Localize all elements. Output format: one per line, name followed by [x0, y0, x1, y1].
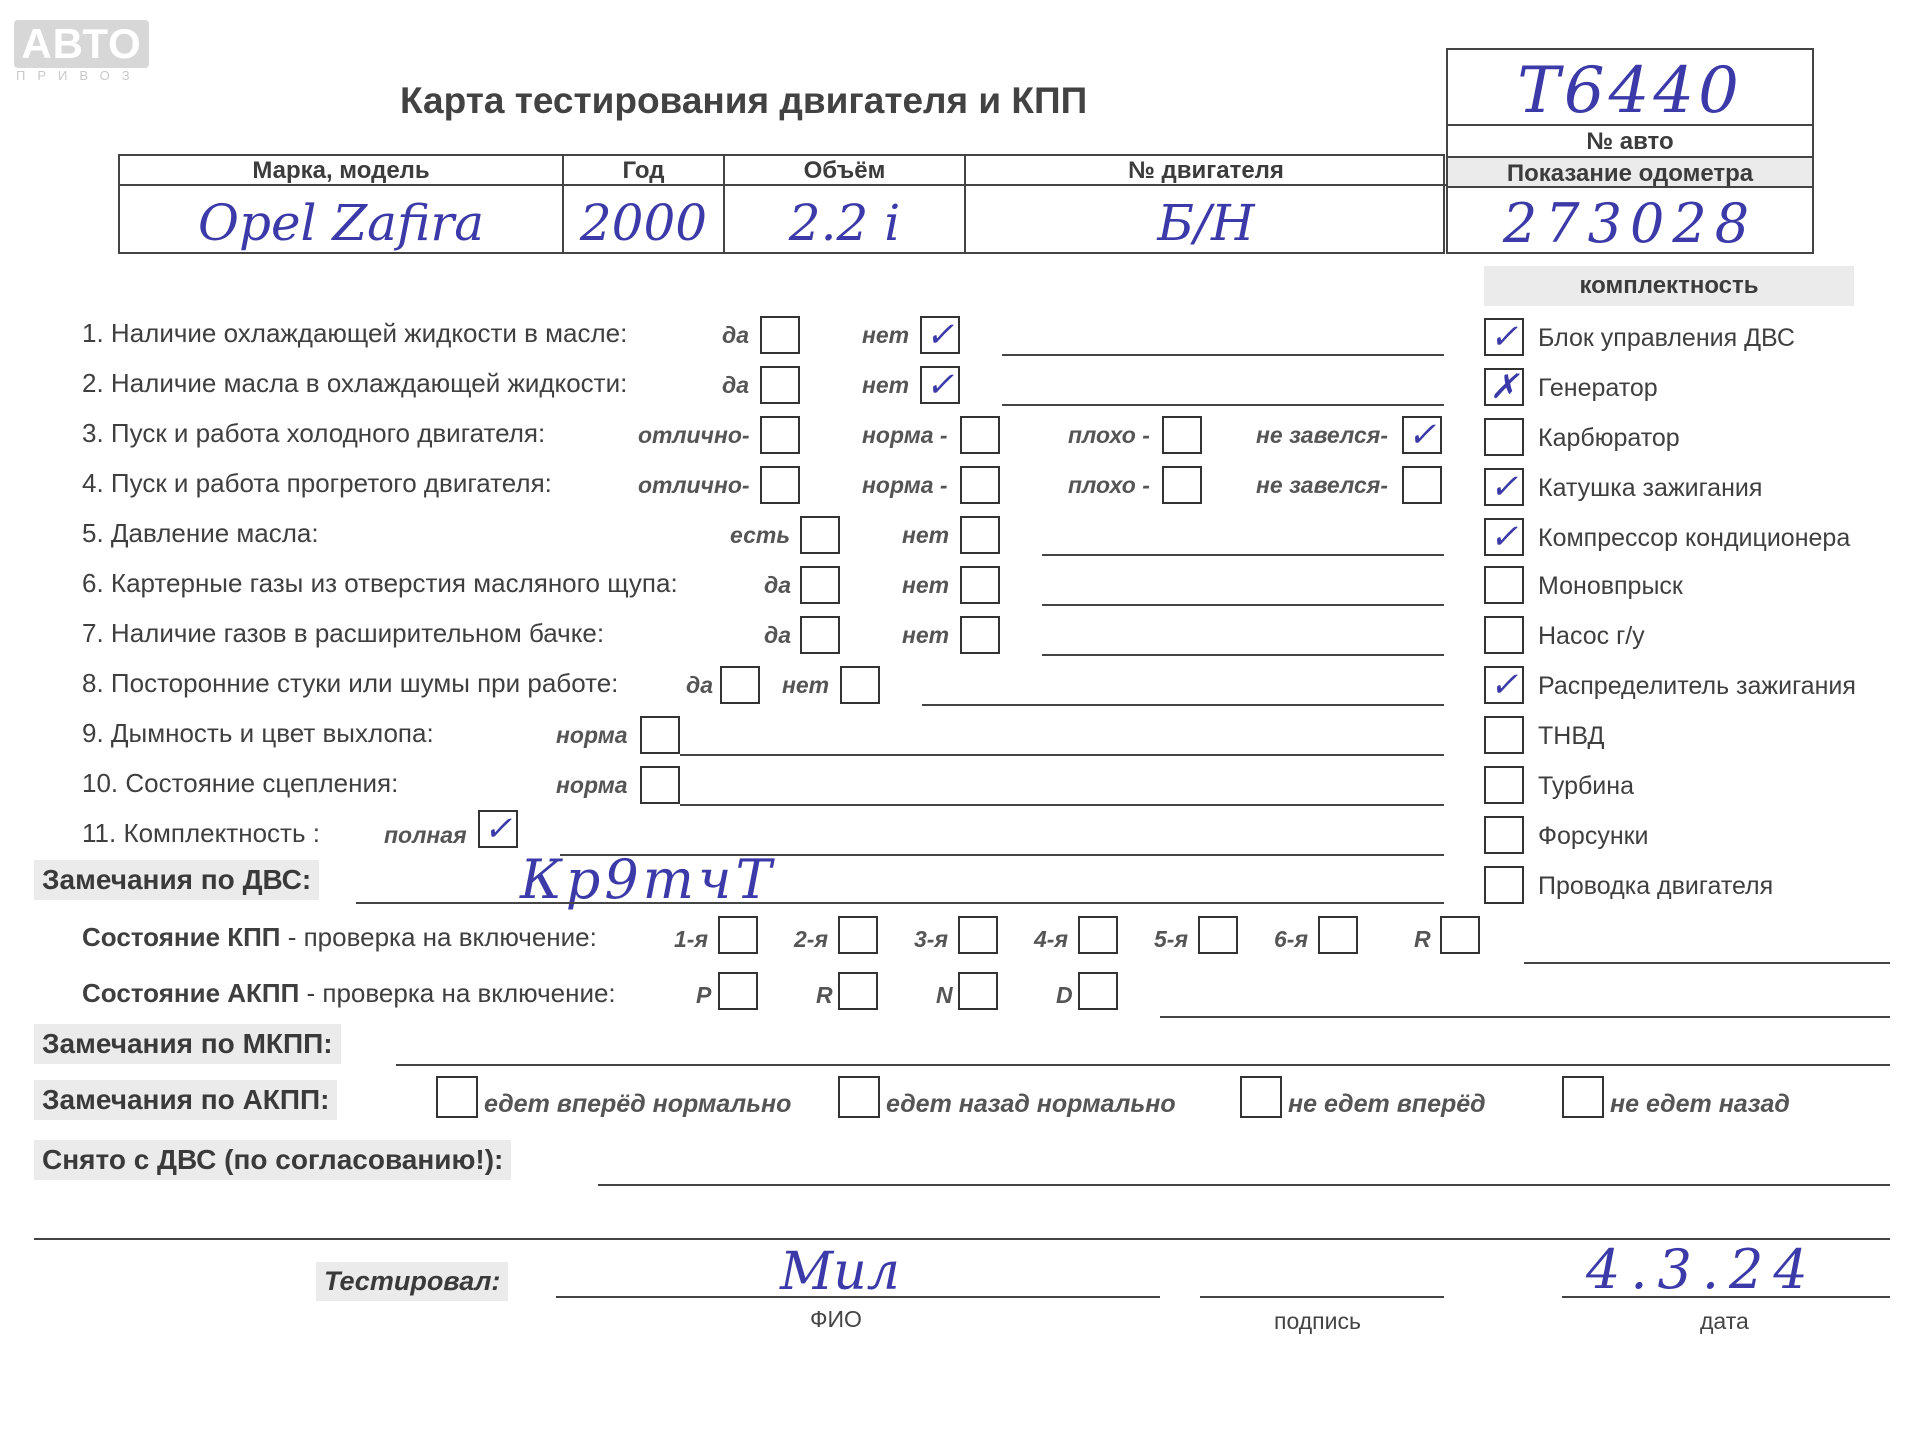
q5-opt-no: нет — [902, 522, 950, 548]
q1-no-checkbox[interactable]: ✓ — [920, 316, 960, 354]
kit-ac-compressor-label: Компрессор кондиционера — [1538, 524, 1851, 552]
kit-distributor-checkbox[interactable]: ✓ — [1484, 666, 1524, 704]
q2-no-checkbox[interactable]: ✓ — [920, 366, 960, 404]
q6-label: 6. Картерные газы из отверстия масляного щупа: — [82, 568, 678, 598]
engine-number-label: № двигателя — [966, 156, 1446, 186]
q9-opt-normal: норма — [556, 722, 628, 748]
q11-full-checkbox[interactable]: ✓ — [478, 810, 518, 848]
kpp-label: Состояние КПП - проверка на включение: — [82, 922, 597, 952]
q4-bad-checkbox[interactable] — [1162, 466, 1202, 504]
q7-yes-checkbox[interactable] — [800, 616, 840, 654]
q3-opt-no-start: не завелся- — [1256, 422, 1388, 448]
q6-no-checkbox[interactable] — [960, 566, 1000, 604]
gear-4-label: 4-я — [1034, 926, 1068, 952]
q3-opt-excellent: отлично- — [638, 422, 750, 448]
fio-label: ФИО — [810, 1306, 862, 1332]
mode-r-checkbox[interactable] — [838, 972, 878, 1010]
q4-excellent-checkbox[interactable] — [760, 466, 800, 504]
q1-label: 1. Наличие охлаждающей жидкости в масле: — [82, 318, 628, 348]
kit-distributor-label: Распределитель зажигания — [1538, 672, 1856, 700]
q3-bad-checkbox[interactable] — [1162, 416, 1202, 454]
kit-generator-label: Генератор — [1538, 374, 1658, 402]
gear-6-checkbox[interactable] — [1318, 916, 1358, 954]
gear-2-checkbox[interactable] — [838, 916, 878, 954]
kit-turbine-label: Турбина — [1538, 772, 1634, 800]
mode-r-label: R — [816, 982, 833, 1008]
mode-p-checkbox[interactable] — [718, 972, 758, 1010]
vehicle-info-table — [118, 154, 1445, 254]
gear-r-label: R — [1414, 926, 1431, 952]
q9-normal-checkbox[interactable] — [640, 716, 680, 754]
kit-ac-compressor-checkbox[interactable]: ✓ — [1484, 518, 1524, 556]
gear-r-checkbox[interactable] — [1440, 916, 1480, 954]
brand-logo: АВТО — [14, 20, 149, 68]
mode-n-checkbox[interactable] — [958, 972, 998, 1010]
tester-signature: Мил — [780, 1242, 900, 1302]
q4-opt-bad: плохо - — [1068, 472, 1150, 498]
gear-3-label: 3-я — [914, 926, 948, 952]
q4-opt-excellent: отлично- — [638, 472, 750, 498]
mode-n-label: N — [936, 982, 953, 1008]
q5-opt-yes: есть — [730, 522, 790, 548]
auto-number-value: Т6440 — [1517, 54, 1743, 128]
test-date-value: 4.3.24 — [1586, 1238, 1818, 1301]
akpp-backward-ok-label: едет назад нормально — [886, 1090, 1176, 1118]
q8-no-checkbox[interactable] — [840, 666, 880, 704]
kit-mono-injection-label: Моновпрыск — [1538, 572, 1683, 600]
gear-5-checkbox[interactable] — [1198, 916, 1238, 954]
gear-3-checkbox[interactable] — [958, 916, 998, 954]
kit-tnvd-checkbox[interactable] — [1484, 716, 1524, 754]
dvs-remarks-label: Замечания по ДВС: — [34, 860, 319, 900]
kit-generator-checkbox[interactable]: ✗ — [1484, 368, 1524, 406]
q4-no-start-checkbox[interactable] — [1402, 466, 1442, 504]
q11-label: 11. Комплектность : — [82, 818, 320, 848]
akpp-backward-ok-checkbox[interactable] — [838, 1076, 880, 1118]
page-title: Карта тестирования двигателя и КПП — [400, 80, 1088, 121]
auto-number-label: № авто — [1586, 128, 1674, 155]
kit-carburetor-label: Карбюратор — [1538, 424, 1680, 452]
q9-label: 9. Дымность и цвет выхлопа: — [82, 718, 434, 748]
gear-5-label: 5-я — [1154, 926, 1188, 952]
q3-opt-normal: норма - — [862, 422, 948, 448]
gear-4-checkbox[interactable] — [1078, 916, 1118, 954]
q10-opt-normal: норма — [556, 772, 628, 798]
volume-label: Объём — [725, 156, 964, 186]
gear-2-label: 2-я — [794, 926, 828, 952]
year-label: Год — [564, 156, 723, 186]
gear-6-label: 6-я — [1274, 926, 1308, 952]
q7-opt-no: нет — [902, 622, 950, 648]
q8-label: 8. Посторонние стуки или шумы при работе: — [82, 668, 619, 698]
q3-label: 3. Пуск и работа холодного двигателя: — [82, 418, 546, 448]
q8-yes-checkbox[interactable] — [720, 666, 760, 704]
odometer-label: Показание одометра — [1506, 160, 1754, 187]
brand-logo-sub: ПРИВОЗ — [16, 68, 142, 83]
q5-yes-checkbox[interactable] — [800, 516, 840, 554]
q4-normal-checkbox[interactable] — [960, 466, 1000, 504]
dvs-remarks-value: Кр9тчТ — [520, 848, 776, 911]
vehicle-id-box — [1446, 48, 1814, 254]
q4-opt-normal: норма - — [862, 472, 948, 498]
q2-label: 2. Наличие масла в охлаждающей жидкости: — [82, 368, 628, 398]
kit-ps-pump-label: Насос г/у — [1538, 622, 1645, 650]
q1-yes-checkbox[interactable] — [760, 316, 800, 354]
gear-1-checkbox[interactable] — [718, 916, 758, 954]
akpp-no-backward-label: не едет назад — [1610, 1090, 1790, 1118]
kit-header: комплектность — [1579, 272, 1759, 299]
q3-normal-checkbox[interactable] — [960, 416, 1000, 454]
kit-tnvd-label: ТНВД — [1538, 722, 1605, 750]
kit-injectors-label: Форсунки — [1538, 822, 1649, 850]
make-model-value: Opel Zafira — [197, 194, 485, 252]
tested-label: Тестировал: — [316, 1262, 508, 1301]
mkpp-remarks-label: Замечания по МКПП: — [34, 1024, 341, 1064]
q3-no-start-checkbox[interactable]: ✓ — [1402, 416, 1442, 454]
q4-label: 4. Пуск и работа прогретого двигателя: — [82, 468, 552, 498]
q10-normal-checkbox[interactable] — [640, 766, 680, 804]
kit-wiring-checkbox[interactable] — [1484, 866, 1524, 904]
q7-opt-yes: да — [764, 622, 792, 648]
q6-opt-yes: да — [764, 572, 792, 598]
kit-wiring-label: Проводка двигателя — [1538, 872, 1774, 900]
q2-opt-no: нет — [862, 372, 910, 398]
kit-ecu-checkbox[interactable]: ✓ — [1484, 318, 1524, 356]
date-label: дата — [1700, 1308, 1749, 1334]
q5-no-checkbox[interactable] — [960, 516, 1000, 554]
q5-label: 5. Давление масла: — [82, 518, 319, 548]
akpp-label: Состояние АКПП - проверка на включение: — [82, 978, 616, 1008]
q8-opt-yes: да — [686, 672, 714, 698]
akpp-no-forward-label: не едет вперёд — [1288, 1090, 1486, 1118]
q1-opt-no: нет — [862, 322, 910, 348]
make-model-label: Марка, модель — [120, 156, 562, 186]
akpp-no-forward-checkbox[interactable] — [1240, 1076, 1282, 1118]
q11-opt-full: полная — [384, 822, 467, 848]
volume-value: 2.2 i — [788, 194, 901, 252]
kit-turbine-checkbox[interactable] — [1484, 766, 1524, 804]
q6-opt-no: нет — [902, 572, 950, 598]
engine-number-value: Б/Н — [1157, 194, 1255, 252]
signature-label: подпись — [1274, 1308, 1361, 1334]
kit-carburetor-checkbox[interactable] — [1484, 418, 1524, 456]
gear-1-label: 1-я — [674, 926, 708, 952]
mode-p-label: P — [696, 982, 712, 1008]
q7-label: 7. Наличие газов в расширительном бачке: — [82, 618, 605, 648]
q7-no-checkbox[interactable] — [960, 616, 1000, 654]
q1-opt-yes: да — [722, 322, 750, 348]
odometer-value: 273028 — [1502, 192, 1758, 255]
q10-label: 10. Состояние сцепления: — [82, 768, 399, 798]
kit-ps-pump-checkbox[interactable] — [1484, 616, 1524, 654]
kit-ignition-coil-checkbox[interactable]: ✓ — [1484, 468, 1524, 506]
mode-d-checkbox[interactable] — [1078, 972, 1118, 1010]
q6-yes-checkbox[interactable] — [800, 566, 840, 604]
akpp-forward-ok-checkbox[interactable] — [436, 1076, 478, 1118]
kit-ignition-coil-label: Катушка зажигания — [1538, 474, 1763, 502]
q4-opt-no-start: не завелся- — [1256, 472, 1388, 498]
q8-opt-no: нет — [782, 672, 830, 698]
akpp-remarks-label: Замечания по АКПП: — [34, 1080, 337, 1120]
q3-excellent-checkbox[interactable] — [760, 416, 800, 454]
kit-mono-injection-checkbox[interactable] — [1484, 566, 1524, 604]
q3-opt-bad: плохо - — [1068, 422, 1150, 448]
akpp-forward-ok-label: едет вперёд нормально — [484, 1090, 792, 1118]
removed-label: Снято с ДВС (по согласованию!): — [34, 1140, 511, 1180]
q2-yes-checkbox[interactable] — [760, 366, 800, 404]
kit-ecu-label: Блок управления ДВС — [1538, 324, 1795, 352]
akpp-no-backward-checkbox[interactable] — [1562, 1076, 1604, 1118]
mode-d-label: D — [1056, 982, 1073, 1008]
kit-injectors-checkbox[interactable] — [1484, 816, 1524, 854]
year-value: 2000 — [579, 194, 708, 252]
q2-opt-yes: да — [722, 372, 750, 398]
